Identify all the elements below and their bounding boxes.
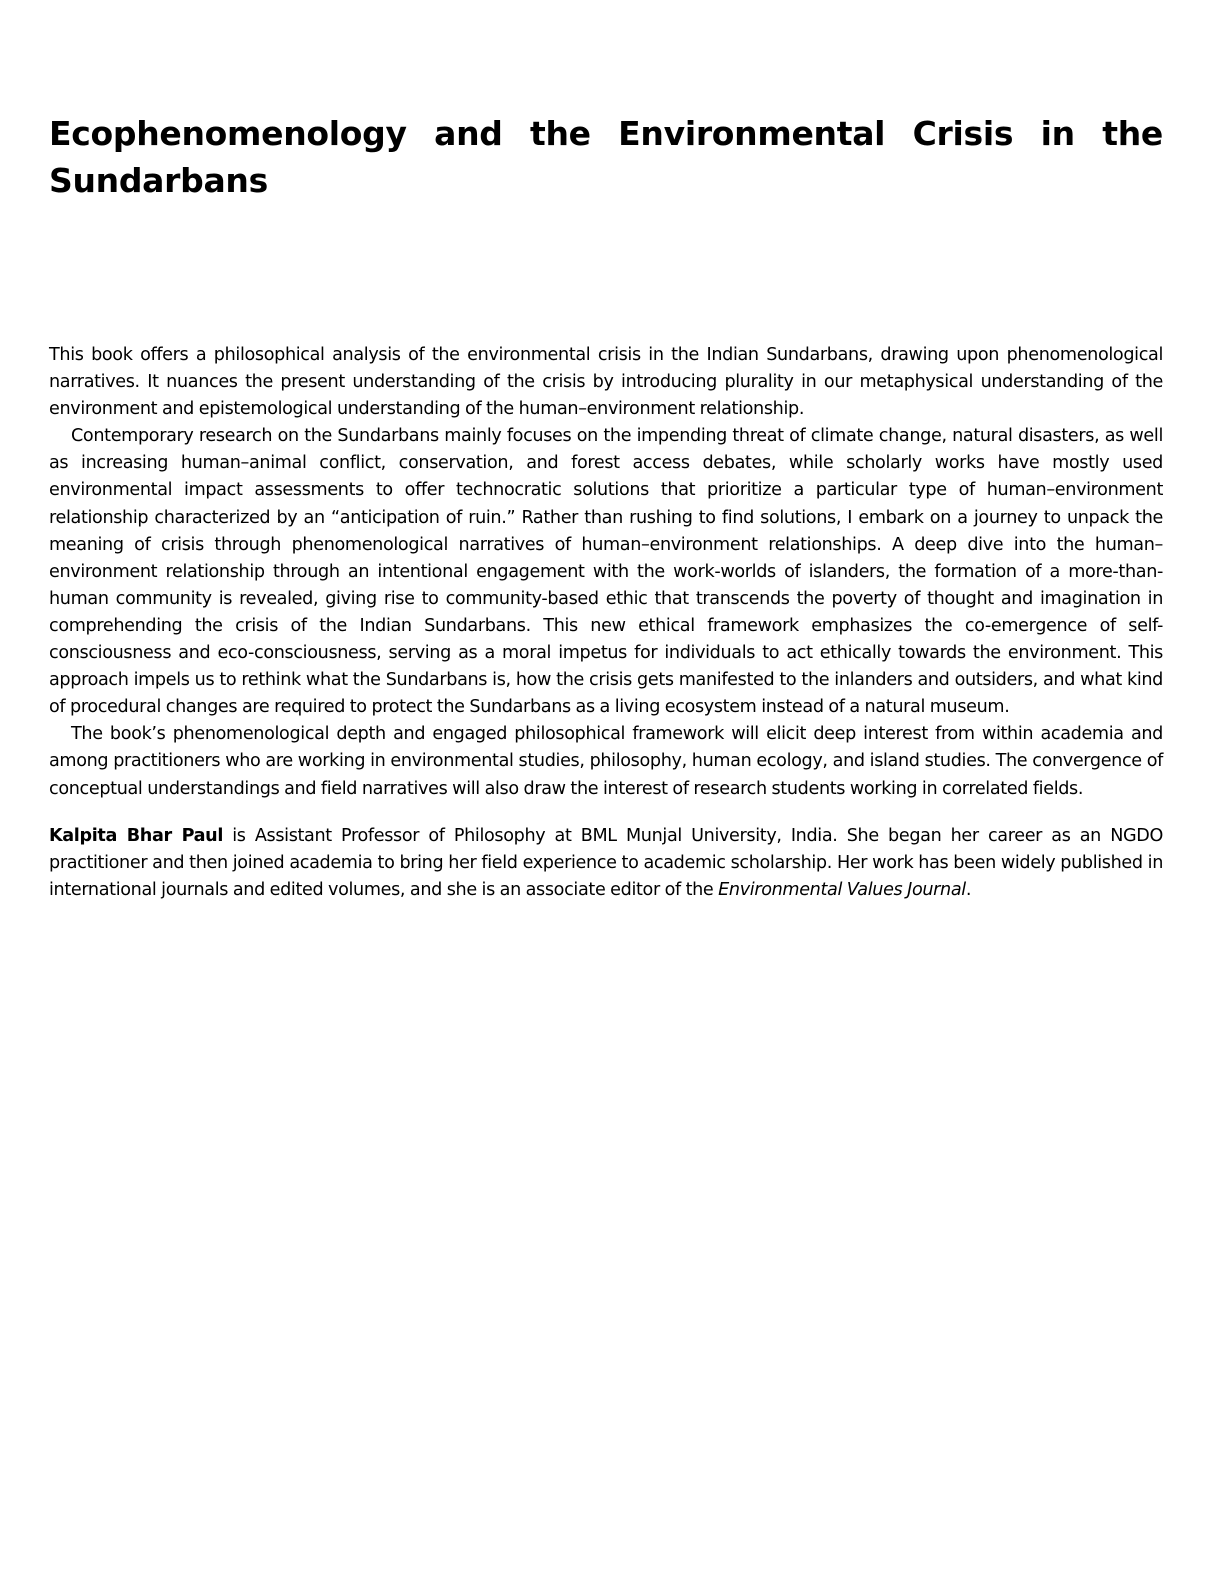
description-paragraph-2: Contemporary research on the Sundarbans mainly focuses on the impending threat of climate change, natural disasters, as well as increasing human–animal conflict, conservation, and forest access debates, while scholarly works have mostly used environmental impact assessments to offer technocratic solutions that prioritize a particular type of human–environment relationship characterized by an “anticipation of ruin.” Rather than rushing to find solutions, I embark on a journey to unpack the meaning of crisis through phenomenological narratives of human–environment relationships. A deep dive into the human–environment relationship through an intentional engagement with the work-worlds of islanders, the formation of a more-than-human community is revealed, giving rise to community-based ethic that transcends the poverty of thought and imagination in comprehending the crisis of the Indian Sundarbans. This new ethical framework emphasizes the co-emergence of self-consciousness and eco-consciousness, serving as a moral impetus for individuals to act ethically towards the environment. This approach impels us to rethink what the Sundarbans is, how the crisis gets manifested to the inlanders and outsiders, and what kind of procedural changes are required to protect the Sundarbans as a living ecosystem instead of a natural museum. xyxy=(49,426,1163,718)
author-bio xyxy=(49,823,1163,904)
journal-name: Environmental Values Journal xyxy=(718,879,966,900)
author-bio-text: is Assistant Professor of Philosophy at BML Munjal University, India. She began her career as an NGDO practitioner and then joined academia to bring her field experience to academic scholarship. Her work has been widely published in international journals and edited volumes, and she is an associate editor of the xyxy=(49,825,1163,900)
book-description xyxy=(49,342,1163,904)
description-paragraph-3: The book’s phenomenological depth and engaged philosophical framework will elicit deep interest from within academia and among practitioners who are working in environmental studies, philosophy, human ecology, and island studies. The convergence of conceptual understandings and field narratives will also draw the interest of research students working in correlated fields. xyxy=(49,724,1163,799)
description-paragraph-1: This book offers a philosophical analysis of the environmental crisis in the Indian Sundarbans, drawing upon phenomenological narratives. It nuances the present understanding of the crisis by introducing plurality in our metaphysical understanding of the environment and epistemological understanding of the human–environment relationship. xyxy=(49,345,1163,420)
book-title: Ecophenomenology and the Environmental Crisis in the Sundarbans xyxy=(49,114,1163,200)
author-name: Kalpita Bhar Paul xyxy=(49,825,224,846)
author-bio-end: . xyxy=(965,879,972,900)
